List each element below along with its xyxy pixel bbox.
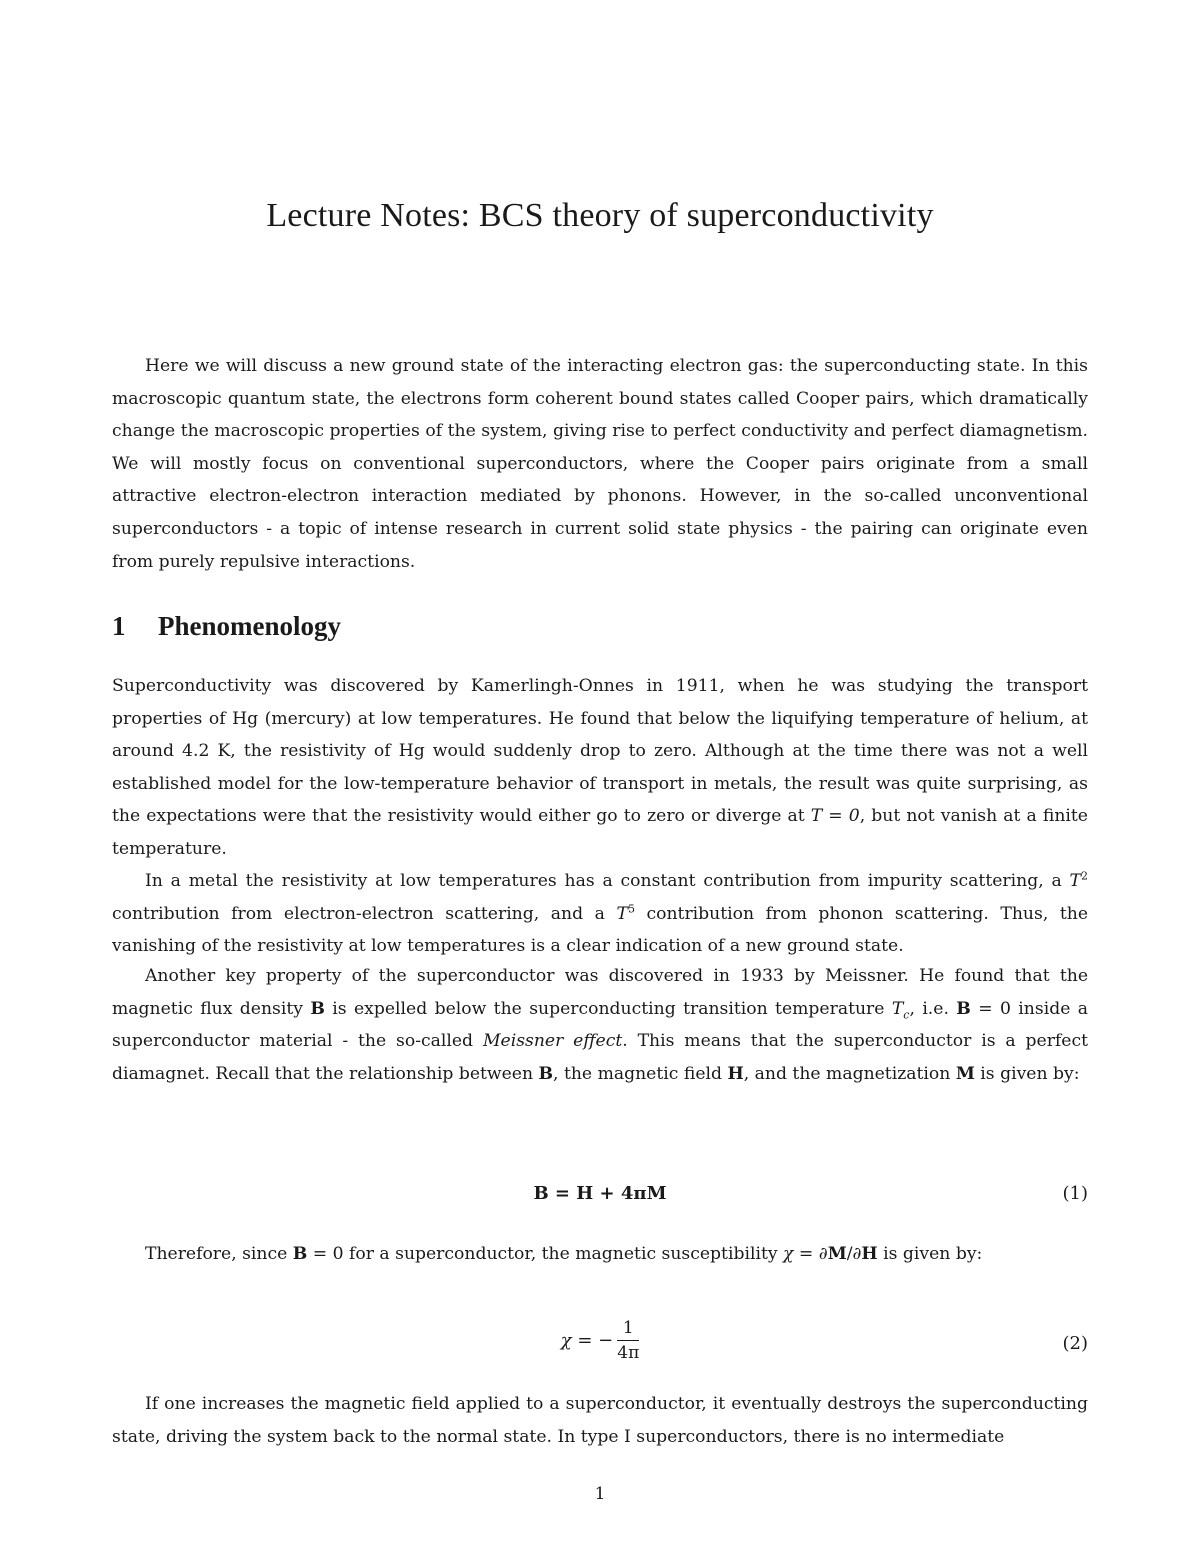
paragraph-susceptibility bbox=[112, 1238, 1088, 1271]
section-title: Phenomenology bbox=[158, 611, 342, 641]
paragraph-text: Superconductivity was discovered by Kamerlingh-Onnes in 1911, when he was studying the transport properties of Hg (mercury) at low temperatures. He found that below the liquifying temperature of helium, at around 4.2 K, the resistivity of Hg would suddenly drop to zero. Although at the time there was not a well established model for the low-temperature behavior of transport in metals, the result was quite surprising, as the expectations were that the resistivity would either go to zero or diverge at bbox=[112, 676, 1088, 827]
inline-math: M bbox=[827, 1244, 847, 1264]
paragraph-discovery bbox=[112, 670, 1088, 866]
paragraph-text: is given by: bbox=[974, 1063, 1080, 1084]
meissner-effect-term: Meissner effect bbox=[482, 1031, 623, 1052]
document-title: Lecture Notes: BCS theory of superconductivity bbox=[266, 197, 934, 234]
inline-math: T bbox=[891, 998, 904, 1019]
equation-2 bbox=[112, 1318, 1088, 1378]
equation-1-math: B = H + 4πM bbox=[533, 1183, 667, 1204]
paragraph-text: is given by: bbox=[877, 1244, 983, 1264]
paragraph-text: contribution from phonon scattering. Thus, the vanishing of the resistivity at low temperatures is a clear indication of a new ground state. bbox=[112, 903, 1088, 957]
inline-math: T bbox=[616, 903, 628, 924]
paragraph-text: , i.e. bbox=[909, 998, 957, 1019]
equation-2-math bbox=[112, 1318, 1088, 1363]
intro-paragraph: Here we will discuss a new ground state of the interacting electron gas: the superconducting state. In this macroscopic quantum state, the electrons form coherent bound states called Cooper pairs, which dramatically change the macroscopic properties of the system, giving rise to perfect conductivity and perfect diamagnetism. We will mostly focus on conventional superconductors, where the Cooper pairs originate from a small attractive electron-electron interaction mediated by phonons. However, in the so-called unconventional superconductors - a topic of intense research in current solid state physics - the pairing can originate even from purely repulsive interactions. bbox=[112, 356, 1088, 572]
paragraph-text: In a metal the resistivity at low temperatures has a constant contribution from impurity scattering, a bbox=[145, 871, 1070, 891]
inline-math: H bbox=[861, 1244, 878, 1264]
inline-math: B bbox=[538, 1063, 554, 1084]
paragraph-text: = 0 for a superconductor, the magnetic susceptibility bbox=[307, 1244, 784, 1264]
inline-math: H bbox=[727, 1063, 744, 1084]
inline-math: T = 0 bbox=[810, 806, 860, 827]
inline-math: B bbox=[956, 998, 971, 1019]
paragraph-text: = 0 inside a superconductor material - the so-called bbox=[112, 998, 1088, 1052]
inline-math: χ = ∂ bbox=[783, 1244, 828, 1264]
inline-math: T bbox=[1069, 871, 1081, 891]
fraction bbox=[617, 1318, 639, 1363]
paragraph-text: , the magnetic field bbox=[553, 1063, 728, 1084]
paragraph-text: contribution from electron-electron scattering, and a bbox=[112, 903, 617, 924]
paragraph-critical-field: If one increases the magnetic field applied to a superconductor, it eventually destroys the superconducting state, driving the system back to the normal state. In type I superconductors, there is no intermediate bbox=[112, 1394, 1088, 1447]
page-number: 1 bbox=[594, 1484, 606, 1504]
paragraph-text: Therefore, since bbox=[145, 1244, 293, 1264]
paragraph-meissner bbox=[112, 960, 1088, 1090]
paragraph-text: is expelled below the superconducting transition temperature bbox=[324, 998, 892, 1019]
inline-math: /∂ bbox=[846, 1244, 862, 1264]
paragraph-text: , and the magnetization bbox=[743, 1063, 956, 1084]
paragraph-text: Another key property of the superconductor was discovered in 1933 by Meissner. He found that the magnetic flux density bbox=[112, 966, 1088, 1019]
section-number: 1 bbox=[112, 611, 126, 641]
fraction-denominator: 4π bbox=[617, 1343, 640, 1363]
exponent: 5 bbox=[627, 901, 635, 915]
subscript: c bbox=[903, 1008, 910, 1022]
paragraph-text: . This means that the superconductor is a perfect diamagnet. Recall that the relationship between bbox=[112, 1031, 1088, 1084]
equation-1 bbox=[112, 1183, 1088, 1213]
equation-2-lhs: χ = − bbox=[560, 1330, 614, 1351]
section-heading bbox=[112, 611, 341, 642]
paragraph-resistivity bbox=[112, 865, 1088, 963]
paragraph-text: , but not vanish at a finite temperature. bbox=[112, 806, 1088, 859]
inline-math: B bbox=[292, 1244, 308, 1264]
equation-2-number: (2) bbox=[1062, 1333, 1088, 1354]
equation-1-number: (1) bbox=[1062, 1183, 1088, 1204]
exponent: 2 bbox=[1081, 869, 1088, 883]
inline-math: B bbox=[310, 998, 325, 1019]
inline-math: M bbox=[955, 1063, 975, 1084]
fraction-numerator: 1 bbox=[617, 1318, 639, 1341]
